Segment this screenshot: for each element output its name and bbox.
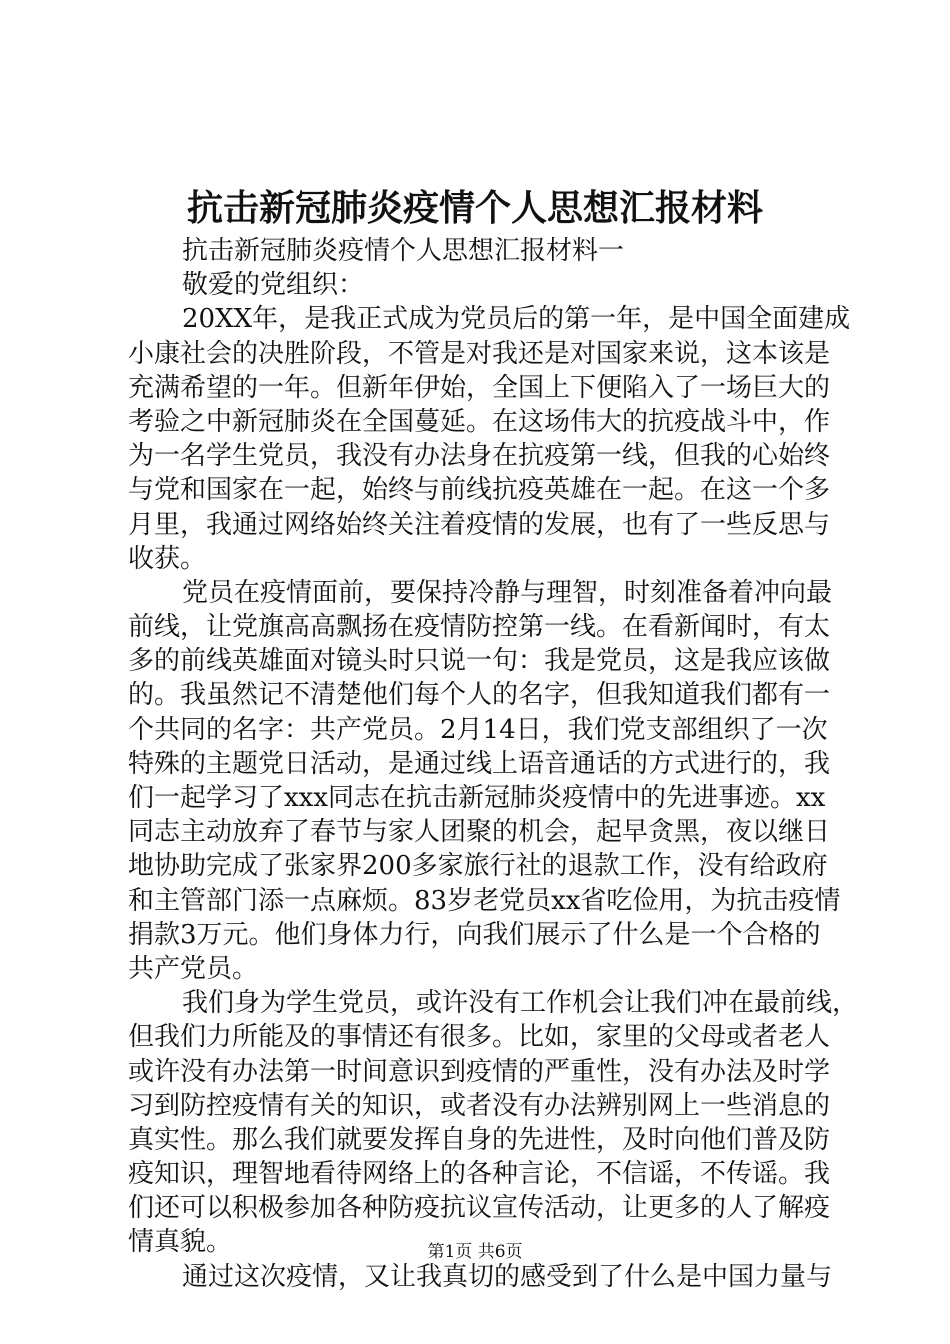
body-line: 月里，我通过网络始终关注着疫情的发展，也有了一些反思与 — [128, 509, 831, 540]
page-footer: 第1页 共6页 — [427, 1242, 523, 1262]
body-line: 和主管部门添一点麻烦。83岁老党员xx省吃俭用，为抗击疫情 — [128, 885, 841, 916]
document-body — [128, 234, 859, 1294]
body-line: 充满希望的一年。但新年伊始，全国上下便陷入了一场巨大的 — [128, 372, 831, 403]
body-line: 20XX年，是我正式成为党员后的第一年，是中国全面建成 — [182, 304, 851, 335]
body-line: 敬爱的党组织： — [182, 270, 365, 301]
body-line: 们还可以积极参加各种防疫抗议宣传活动，让更多的人了解疫 — [128, 1193, 831, 1224]
body-line: 共产党员。 — [128, 953, 259, 984]
document-title: 抗击新冠肺炎疫情个人思想汇报材料 — [186, 187, 763, 229]
body-line: 的。我虽然记不清楚他们每个人的名字，但我知道我们都有一 — [128, 680, 831, 711]
body-line: 考验之中新冠肺炎在全国蔓延。在这场伟大的抗疫战斗中，作 — [128, 406, 831, 437]
body-line: 情真貌。 — [128, 1227, 233, 1258]
body-line: 捐款3万元。他们身体力行，向我们展示了什么是一个合格的 — [128, 919, 821, 950]
body-line: 与党和国家在一起，始终与前线抗疫英雄在一起。在这一个多 — [128, 475, 831, 506]
body-line: 小康社会的决胜阶段，不管是对我还是对国家来说，这本该是 — [128, 338, 831, 369]
body-line: 为一名学生党员，我没有办法身在抗疫第一线，但我的心始终 — [128, 441, 831, 472]
body-line: 同志主动放弃了春节与家人团聚的机会，起早贪黑，夜以继日 — [128, 817, 831, 848]
body-line: 地协助完成了张家界200多家旅行社的退款工作，没有给政府 — [128, 851, 828, 882]
body-line: 前线，让党旗高高飘扬在疫情防控第一线。在看新闻时，有太 — [128, 612, 831, 643]
body-line: 们一起学习了xxx同志在抗击新冠肺炎疫情中的先进事迹。xx — [128, 783, 826, 813]
body-line: 党员在疫情面前，要保持冷静与理智，时刻准备着冲向最 — [182, 577, 833, 608]
body-line: 多的前线英雄面对镜头时只说一句：我是党员，这是我应该做 — [128, 646, 831, 677]
body-line: 通过这次疫情，又让我真切的感受到了什么是中国力量与 — [182, 1261, 833, 1292]
body-line: 习到防控疫情有关的知识，或者没有办法辨别网上一些消息的 — [128, 1090, 831, 1121]
body-line: 抗击新冠肺炎疫情个人思想汇报材料一 — [182, 236, 625, 266]
body-line: 我们身为学生党员，或许没有工作机会让我们冲在最前线， — [182, 988, 859, 1019]
body-line: 疫知识，理智地看待网络上的各种言论，不信谣，不传谣。我 — [128, 1159, 831, 1190]
body-line: 但我们力所能及的事情还有很多。比如，家里的父母或者老人 — [128, 1022, 831, 1053]
body-line: 收获。 — [128, 543, 207, 574]
body-line: 个共同的名字：共产党员。2月14日，我们党支部组织了一次 — [128, 714, 828, 745]
body-line: 真实性。那么我们就要发挥自身的先进性，及时向他们普及防 — [128, 1124, 831, 1155]
body-line: 特殊的主题党日活动，是通过线上语音通话的方式进行的，我 — [128, 748, 831, 779]
body-line: 或许没有办法第一时间意识到疫情的严重性，没有办法及时学 — [128, 1056, 831, 1087]
